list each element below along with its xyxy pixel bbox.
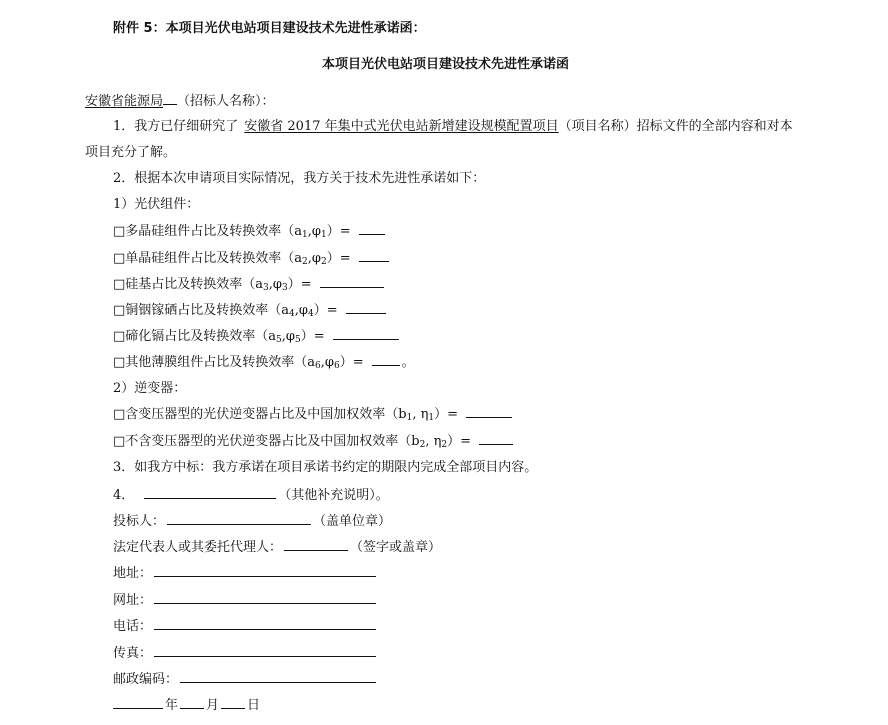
inverter-item-mid: , η bbox=[425, 434, 442, 449]
pv-item bbox=[113, 353, 415, 372]
pv-item bbox=[113, 249, 391, 268]
inverter-item-label: □不含变压器型的光伏逆变器占比及中国加权效率（b bbox=[113, 434, 420, 449]
date-day-label: 日 bbox=[247, 698, 261, 713]
inverter-item-end: ）= bbox=[434, 407, 459, 422]
para2: 2．根据本次申请项目实际情况，我方关于技术先进性承诺如下： bbox=[113, 171, 486, 186]
pv-item-mid: ,φ bbox=[281, 329, 296, 344]
pv-item-mid: ,φ bbox=[320, 355, 335, 370]
pv-item-label: □铜铟镓硒占比及转换效率（a bbox=[113, 303, 290, 318]
pv-item-mid: ,φ bbox=[268, 277, 283, 292]
para1-suffix: （项目名称）招标文件的全部内容和对本 bbox=[558, 119, 793, 134]
pv-item-mid: ,φ bbox=[307, 224, 322, 239]
representative-blank[interactable] bbox=[284, 538, 348, 551]
pv-last-period: 。 bbox=[401, 355, 415, 370]
pv-item-sub2: 5 bbox=[295, 335, 301, 345]
para1-project: 安徽省 2017 年集中式光伏电站新增建设规模配置项目 bbox=[244, 119, 559, 134]
inverter-item-label: □含变压器型的光伏逆变器占比及中国加权效率（b bbox=[113, 407, 407, 422]
para3: 3．如我方中标：我方承诺在项目承诺书约定的期限内完成全部项目内容。 bbox=[113, 460, 538, 475]
bidder-blank[interactable] bbox=[167, 512, 311, 525]
bidder-suffix: （盖单位章） bbox=[313, 514, 392, 529]
pv-item-label: □单晶硅组件占比及转换效率（a bbox=[113, 251, 303, 266]
date-month-blank[interactable] bbox=[180, 696, 204, 709]
contact-field-label: 地址： bbox=[113, 566, 153, 581]
inverter-item-sub1: 2 bbox=[419, 440, 426, 450]
inverter-item-blank[interactable] bbox=[466, 405, 512, 418]
contact-field-row bbox=[113, 564, 378, 583]
para1-line bbox=[113, 118, 793, 136]
pv-item-blank[interactable] bbox=[359, 222, 385, 235]
pv-item-blank[interactable] bbox=[359, 249, 389, 262]
postal-line bbox=[113, 670, 378, 689]
pv-item-sub1: 3 bbox=[263, 283, 269, 293]
contact-field-label: 传真： bbox=[113, 645, 153, 661]
pv-item bbox=[113, 327, 401, 346]
pv-item-mid: ,φ bbox=[307, 251, 322, 266]
pv-item-end: ）= bbox=[300, 329, 325, 344]
document-title: 本项目光伏电站项目建设技术先进性承诺函 bbox=[322, 57, 570, 72]
pv-item-sub2: 1 bbox=[321, 230, 327, 240]
pv-item bbox=[113, 222, 387, 241]
para4-blank[interactable] bbox=[144, 486, 276, 499]
pv-item-label: □其他薄膜组件占比及转换效率（a bbox=[113, 355, 316, 370]
pv-item-sub2: 2 bbox=[321, 257, 327, 267]
postal-label: 邮政编码： bbox=[113, 672, 179, 687]
pv-item-blank[interactable] bbox=[346, 301, 386, 314]
inverter-item-blank[interactable] bbox=[479, 432, 513, 445]
contact-field-blank[interactable] bbox=[154, 591, 376, 604]
date-year-blank[interactable] bbox=[113, 696, 163, 709]
section-inverter: 2）逆变器： bbox=[113, 381, 187, 396]
pv-item-sub1: 1 bbox=[302, 230, 308, 240]
representative-label: 法定代表人或其委托代理人： bbox=[113, 540, 283, 555]
contact-field-label: 网址： bbox=[113, 592, 153, 608]
para4-suffix: （其他补充说明）。 bbox=[278, 488, 389, 503]
section-pv: 1）光伏组件： bbox=[113, 197, 200, 212]
inverter-item-sub1: 1 bbox=[406, 413, 413, 423]
pv-item-end: ）= bbox=[339, 355, 364, 370]
addressee-name: 安徽省能源局 bbox=[85, 94, 164, 109]
inverter-item bbox=[113, 432, 515, 451]
date-month-label: 月 bbox=[206, 698, 220, 713]
inverter-item-mid: , η bbox=[412, 407, 429, 422]
inverter-item-end: ）= bbox=[447, 434, 472, 449]
pv-item-end: ）= bbox=[326, 251, 351, 266]
representative-suffix: （签字或盖章） bbox=[350, 540, 442, 555]
contact-field-blank[interactable] bbox=[154, 564, 376, 577]
para1-prefix: 1．我方已仔细研究了 bbox=[113, 119, 239, 134]
attachment-title: 附件 5：本项目光伏电站项目建设技术先进性承诺函： bbox=[113, 21, 426, 36]
pv-item-sub1: 6 bbox=[315, 361, 321, 371]
pv-item-sub2: 4 bbox=[308, 309, 314, 319]
pv-item bbox=[113, 275, 386, 294]
pv-item-label: □多晶硅组件占比及转换效率（a bbox=[113, 224, 303, 239]
pv-item-blank[interactable] bbox=[333, 327, 399, 340]
pv-item-end: ）= bbox=[287, 277, 312, 292]
representative-line bbox=[113, 538, 441, 557]
contact-field-blank[interactable] bbox=[154, 644, 376, 657]
inverter-item bbox=[113, 405, 514, 424]
date-day-blank[interactable] bbox=[221, 696, 245, 709]
pv-item-sub1: 4 bbox=[289, 309, 295, 319]
postal-blank[interactable] bbox=[180, 670, 376, 683]
para4-prefix: 4． bbox=[113, 488, 135, 503]
pv-item-sub1: 5 bbox=[276, 335, 282, 345]
pv-item-end: ）= bbox=[326, 224, 351, 239]
contact-field-row bbox=[113, 617, 378, 636]
inverter-item-sub2: 1 bbox=[428, 413, 435, 423]
addressee-blank bbox=[163, 92, 177, 105]
bidder-line bbox=[113, 512, 391, 531]
addressee-suffix: （招标人名称）： bbox=[177, 94, 275, 109]
pv-item-mid: ,φ bbox=[294, 303, 309, 318]
contact-field-row bbox=[113, 591, 378, 610]
contact-field-row bbox=[113, 644, 378, 663]
pv-item-end: ）= bbox=[313, 303, 338, 318]
date-year-label: 年 bbox=[165, 698, 179, 713]
pv-item-label: □硅基占比及转换效率（a bbox=[113, 277, 264, 292]
pv-item-sub2: 6 bbox=[334, 361, 340, 371]
addressee-line bbox=[85, 92, 275, 111]
para4-line bbox=[113, 486, 389, 505]
pv-item-sub1: 2 bbox=[302, 257, 308, 267]
date-line bbox=[113, 696, 260, 715]
pv-item-label: □碲化镉占比及转换效率（a bbox=[113, 329, 277, 344]
pv-item-blank[interactable] bbox=[320, 275, 384, 288]
pv-item-blank[interactable] bbox=[372, 353, 400, 366]
pv-item-sub2: 3 bbox=[282, 283, 288, 293]
contact-field-blank[interactable] bbox=[154, 617, 376, 630]
contact-field-label: 电话： bbox=[113, 619, 153, 634]
pv-item bbox=[113, 301, 388, 320]
bidder-label: 投标人： bbox=[113, 514, 166, 529]
para1-continuation: 项目充分了解。 bbox=[85, 145, 177, 160]
inverter-item-sub2: 2 bbox=[441, 440, 448, 450]
